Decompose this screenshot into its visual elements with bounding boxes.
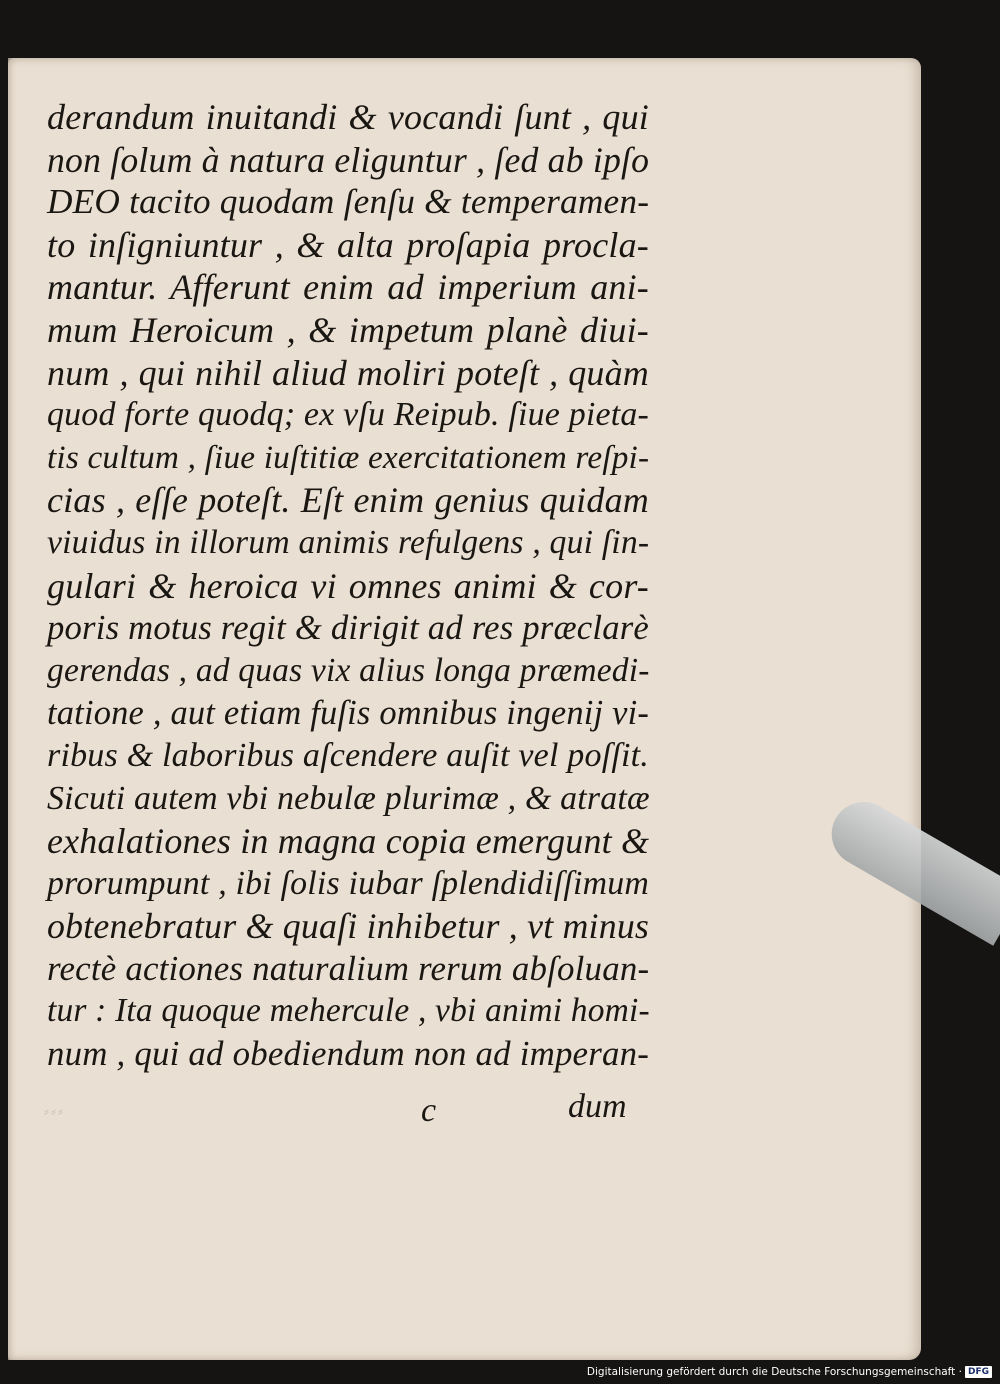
- bleed-through-mark: ⸗⸗⸗: [44, 1104, 65, 1120]
- text-line: tur : Ita quoque mehercule , vbi animi homi-: [47, 992, 650, 1030]
- text-line: ribus & laboribus aſcendere auſit vel poſſit.: [47, 736, 650, 774]
- text-line: quod forte quodq; ex vſu Reipub. ſiue pieta-: [47, 396, 650, 434]
- text-line: num , qui ad obediendum non ad imperan-: [47, 1034, 649, 1074]
- text-line: to inſigniuntur , & alta proſapia procla-: [47, 224, 649, 265]
- footer-credit: [587, 1366, 992, 1378]
- text-line: rectè actiones naturalium rerum abſoluan-: [47, 948, 650, 988]
- text-line: gerendas , ad quas vix alius longa præmedi-: [47, 651, 650, 689]
- page-body-text: [47, 96, 649, 1076]
- text-line: tis cultum , ſiue iuſtitiæ exercitationem reſpi-: [47, 438, 650, 476]
- text-line: derandum inuitandi & vocandi ſunt , qui: [47, 97, 649, 137]
- catchword: dum: [568, 1088, 627, 1125]
- text-line: mantur. Afferunt enim ad imperium ani-: [47, 267, 649, 308]
- text-line: non ſolum à natura eliguntur , ſed ab ipſo: [47, 139, 650, 180]
- text-line: exhalationes in magna copia emergunt &: [47, 821, 650, 862]
- text-line: poris motus regit & dirigit ad res præclarè: [47, 609, 649, 648]
- text-line: mum Heroicum , & impetum planè diui-: [47, 309, 649, 350]
- text-line: obtenebratur & quaſi inhibetur , vt minus: [47, 906, 650, 947]
- text-line: prorumpunt , ibi ſolis iubar ſplendidiſſimum: [47, 864, 650, 902]
- text-line: DEO tacito quodam ſenſu & temperamen-: [47, 182, 650, 222]
- text-line: gulari & heroica vi omnes animi & cor-: [47, 565, 649, 606]
- text-line: num , qui nihil aliud moliri poteſt , quàm: [47, 352, 649, 393]
- signature-mark: c: [421, 1092, 437, 1129]
- dfg-logo-icon: DFG: [965, 1366, 992, 1378]
- text-line: viuidus in illorum animis refulgens , qui ſin-: [47, 523, 650, 561]
- footer-text: Digitalisierung gefördert durch die Deutsche Forschungsgemeinschaft ·: [586, 1366, 962, 1378]
- text-line: cias , eſſe poteſt. Eſt enim genius quidam: [47, 480, 649, 521]
- text-line: tatione , aut etiam fuſis omnibus ingenij vi-: [47, 694, 650, 733]
- text-line: Sicuti autem vbi nebulæ plurimæ , & atratæ: [47, 779, 650, 817]
